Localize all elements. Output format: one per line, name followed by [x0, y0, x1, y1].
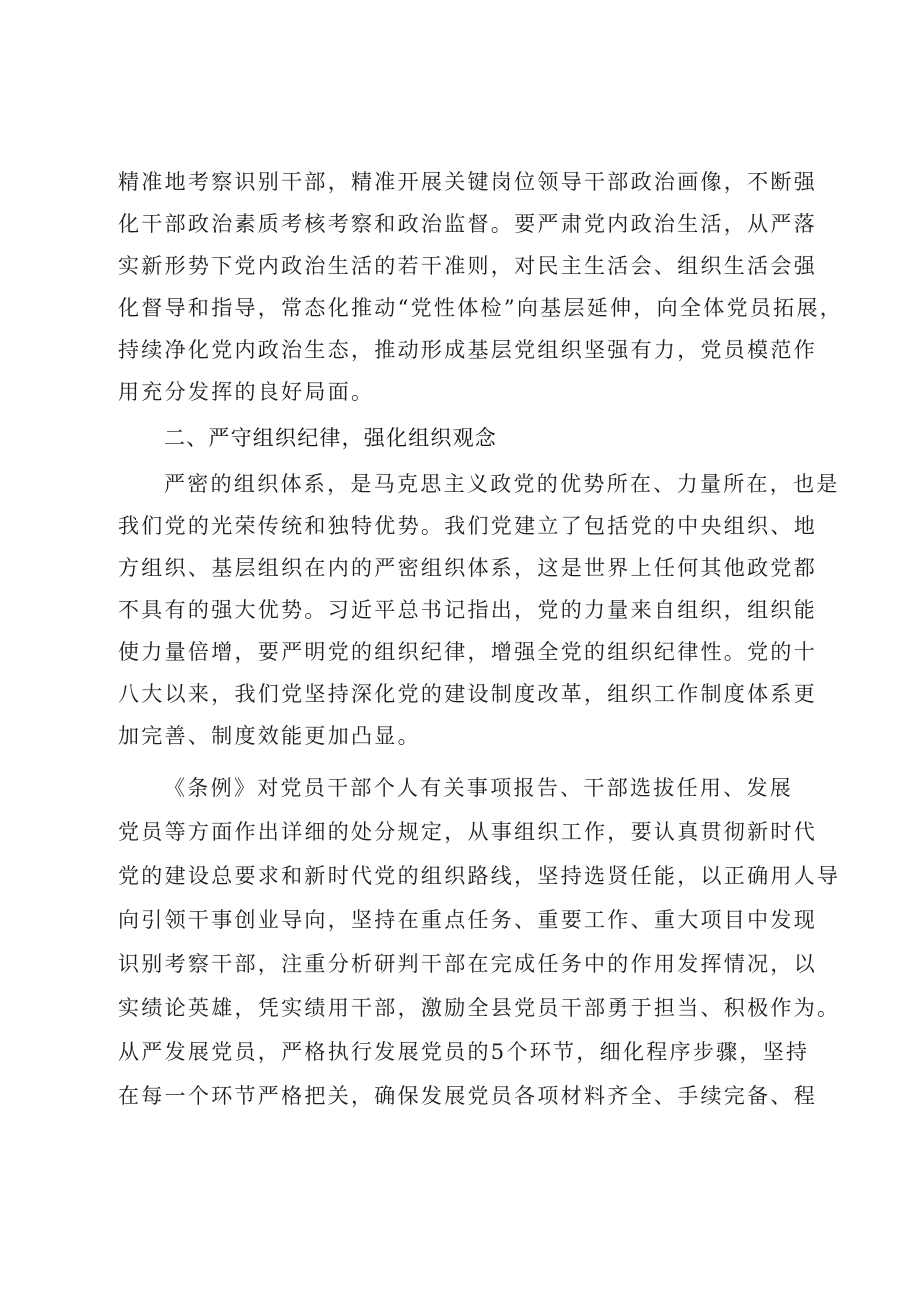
- paragraph-line: 实绩论英雄，凭实绩用干部，激励全县党员干部勇于担当、积极作为。: [118, 996, 841, 1020]
- paragraph-line: 党员等方面作出详细的处分规定，从事组织工作，要认真贯彻新时代: [118, 820, 817, 844]
- paragraph-line: 《条例》对党员干部个人有关事项报告、干部选拔任用、发展: [164, 776, 794, 800]
- paragraph-line: 方组织、基层组织在内的严密组织体系，这是世界上任何其他政党都: [118, 556, 817, 580]
- paragraph-line: 党的建设总要求和新时代党的组织路线，坚持选贤任能，以正确用人导: [118, 864, 841, 888]
- paragraph-line: 用充分发挥的良好局面。: [118, 380, 375, 404]
- paragraph-line: 严密的组织体系，是马克思主义政党的优势所在、力量所在，也是: [164, 472, 840, 496]
- paragraph-line: 识别考察干部，注重分析研判干部在完成任务中的作用发挥情况，以: [118, 952, 817, 976]
- section-heading: 二、严守组织纪律，强化组织观念: [164, 426, 497, 450]
- paragraph-line: 精准地考察识别干部，精准开展关键岗位领导干部政治画像，不断强: [118, 170, 817, 194]
- paragraph-line: 化干部政治素质考核考察和政治监督。要严肃党内政治生活，从严落: [118, 212, 817, 236]
- paragraph-line: 我们党的光荣传统和独特优势。我们党建立了包括党的中央组织、地: [118, 514, 817, 538]
- paragraph-line: 向引领干事创业导向，坚持在重点任务、重要工作、重大项目中发现: [118, 908, 817, 932]
- paragraph-line: 持续净化党内政治生态，推动形成基层党组织坚强有力，党员模范作: [118, 338, 817, 362]
- paragraph-line: 不具有的强大优势。习近平总书记指出，党的力量来自组织，组织能: [118, 598, 817, 622]
- paragraph-line: 在每一个环节严格把关，确保发展党员各项材料齐全、手续完备、程: [118, 1084, 817, 1108]
- paragraph-line: 加完善、制度效能更加凸显。: [118, 724, 421, 748]
- paragraph-line: 从严发展党员，严格执行发展党员的5个环节，细化程序步骤，坚持: [118, 1040, 810, 1064]
- paragraph-line: 实新形势下党内政治生活的若干准则，对民主生活会、组织生活会强: [118, 254, 817, 278]
- paragraph-line: 使力量倍增，要严明党的组织纪律，增强全党的组织纪律性。党的十: [118, 640, 817, 664]
- paragraph-line: 八大以来，我们党坚持深化党的建设制度改革，组织工作制度体系更: [118, 682, 817, 706]
- paragraph-line: 化督导和指导，常态化推动“党性体检”向基层延伸，向全体党员拓展，: [118, 296, 844, 320]
